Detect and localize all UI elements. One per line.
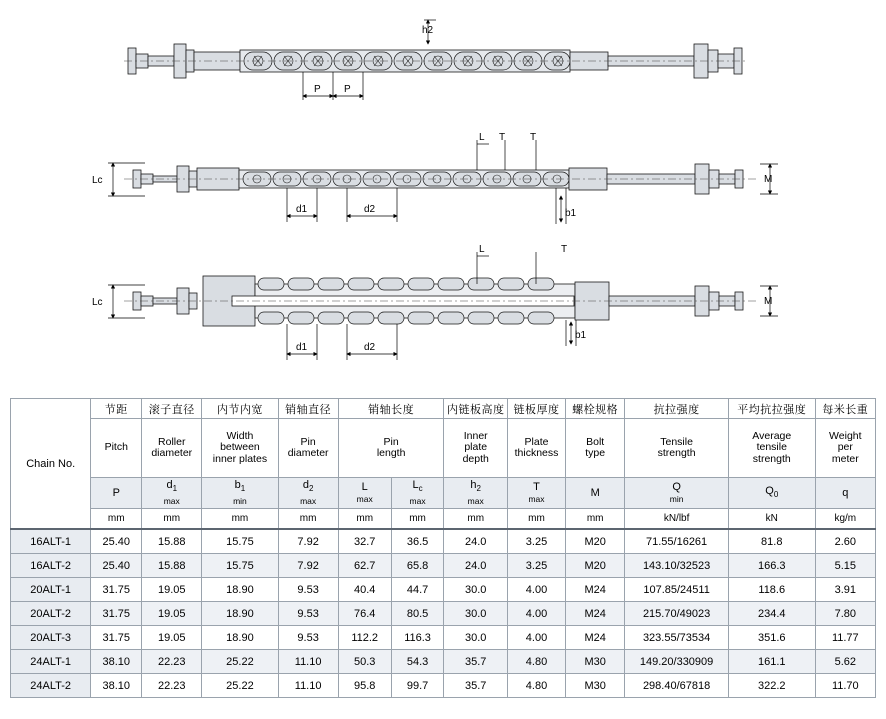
cell-T: 4.00 <box>507 578 565 602</box>
th-en-pin-diameter: Pin diameter <box>278 419 338 478</box>
sym-L <box>338 478 391 509</box>
th-en-roller-diameter: Roller diameter <box>142 419 202 478</box>
cell-P: 25.40 <box>91 554 142 578</box>
th-cn-avg-tensile-strength: 平均抗拉强度 <box>728 399 815 419</box>
sym-Q0: $Q_0$ <box>728 478 815 509</box>
cell-q: 7.80 <box>815 602 875 626</box>
cell-Q0: 322.2 <box>728 674 815 698</box>
th-en-plate-thickness: Plate thickness <box>507 419 565 478</box>
label-d1-bottom: d1 <box>296 342 308 353</box>
cell-L: 76.4 <box>338 602 391 626</box>
th-cn-pin-length: 销轴长度 <box>338 399 444 419</box>
label-d1-middle: d1 <box>296 204 308 215</box>
sym-M <box>566 478 625 509</box>
cell-d1: 19.05 <box>142 602 202 626</box>
unit-h2: mm <box>444 509 507 530</box>
cell-chain-no: 16ALT-2 <box>11 554 91 578</box>
sym-T <box>507 478 565 509</box>
table-row <box>11 554 876 578</box>
cell-P: 25.40 <box>91 529 142 554</box>
cell-Q: 298.40/67818 <box>625 674 729 698</box>
cell-q: 5.62 <box>815 650 875 674</box>
cell-chain-no: 20ALT-3 <box>11 626 91 650</box>
cell-b1: 25.22 <box>202 674 278 698</box>
label-T-bottom: T <box>561 244 568 255</box>
sym-P-text: P <box>112 487 120 500</box>
dimension-pitch <box>303 72 363 100</box>
label-pitch-2: P <box>344 84 351 95</box>
th-cn-pitch: 节距 <box>91 399 142 419</box>
sym-d2: $d_2$ max <box>278 478 338 509</box>
sym-q <box>815 478 875 509</box>
label-b1-middle: b1 <box>565 208 577 219</box>
cell-M: M24 <box>566 578 625 602</box>
cell-q: 11.77 <box>815 626 875 650</box>
cell-h2: 24.0 <box>444 554 507 578</box>
cell-P: 38.10 <box>91 674 142 698</box>
spec-table-wrapper <box>10 398 876 698</box>
cell-d1: 15.88 <box>142 529 202 554</box>
sym-P <box>91 478 142 509</box>
sym-Q-text: Q <box>672 481 681 494</box>
cell-Q0: 234.4 <box>728 602 815 626</box>
cell-T: 4.00 <box>507 626 565 650</box>
cell-b1: 15.75 <box>202 529 278 554</box>
cell-T: 4.80 <box>507 650 565 674</box>
cell-h2: 30.0 <box>444 578 507 602</box>
cell-d2: 9.53 <box>278 626 338 650</box>
cell-Lc: 99.7 <box>391 674 444 698</box>
sym-L-note: max <box>356 494 373 505</box>
cell-d1: 22.23 <box>142 650 202 674</box>
cell-d1: 19.05 <box>142 578 202 602</box>
th-en-pin-length: Pin length <box>338 419 444 478</box>
cell-Q: 107.85/24511 <box>625 578 729 602</box>
cell-d2: 7.92 <box>278 529 338 554</box>
sym-q-text: q <box>842 487 849 500</box>
label-T-middle-2: T <box>530 132 537 143</box>
cell-T: 3.25 <box>507 554 565 578</box>
cell-Lc: 80.5 <box>391 602 444 626</box>
drawing-view-middle <box>124 164 756 194</box>
th-en-width-inner-plates: Width between inner plates <box>202 419 278 478</box>
sym-T-note: max <box>528 494 545 505</box>
label-L-bottom: L <box>479 244 485 255</box>
unit-P: mm <box>91 509 142 530</box>
th-cn-roller-diameter: 滚子直径 <box>142 399 202 419</box>
cell-d1: 22.23 <box>142 674 202 698</box>
cell-Lc: 36.5 <box>391 529 444 554</box>
th-cn-weight-per-meter: 每米长重 <box>815 399 875 419</box>
cell-d2: 7.92 <box>278 554 338 578</box>
cell-L: 62.7 <box>338 554 391 578</box>
cell-Q: 143.10/32523 <box>625 554 729 578</box>
th-cn-plate-thickness: 链板厚度 <box>507 399 565 419</box>
cell-q: 2.60 <box>815 529 875 554</box>
label-Lc-middle: Lc <box>92 175 103 186</box>
cell-Lc: 44.7 <box>391 578 444 602</box>
cell-Q: 71.55/16261 <box>625 529 729 554</box>
cell-Q0: 81.8 <box>728 529 815 554</box>
th-cn-inner-plate-depth: 内链板高度 <box>444 399 507 419</box>
cell-h2: 30.0 <box>444 626 507 650</box>
cell-M: M20 <box>566 554 625 578</box>
cell-Q0: 351.6 <box>728 626 815 650</box>
label-L-middle: L <box>479 132 485 143</box>
cell-M: M24 <box>566 602 625 626</box>
label-pitch-1: P <box>314 84 321 95</box>
unit-T: mm <box>507 509 565 530</box>
sym-d1-note: max <box>163 496 180 507</box>
unit-L: mm <box>338 509 391 530</box>
unit-d1: mm <box>142 509 202 530</box>
label-M-middle: M <box>764 174 773 185</box>
cell-M: M24 <box>566 626 625 650</box>
cell-Q: 323.55/73534 <box>625 626 729 650</box>
unit-Q0: kN <box>728 509 815 530</box>
table-row <box>11 674 876 698</box>
cell-q: 5.15 <box>815 554 875 578</box>
drawing-view-top <box>124 44 748 78</box>
cell-h2: 35.7 <box>444 650 507 674</box>
cell-b1: 18.90 <box>202 602 278 626</box>
label-Lc-bottom: Lc <box>92 297 103 308</box>
label-T-middle-1: T <box>499 132 506 143</box>
sym-h2: $h_2$ max <box>444 478 507 509</box>
sym-T-text: T <box>533 481 540 494</box>
cell-h2: 35.7 <box>444 674 507 698</box>
sym-b1: $b_1$ min <box>202 478 278 509</box>
cell-d2: 9.53 <box>278 578 338 602</box>
label-b1-bottom: b1 <box>575 330 587 341</box>
th-en-weight-per-meter: Weight per meter <box>815 419 875 478</box>
label-M-bottom: M <box>764 296 773 307</box>
sym-b1-note: min <box>233 496 247 507</box>
dimension-L-T-middle <box>477 140 536 170</box>
label-h2: h2 <box>422 25 434 36</box>
cell-L: 95.8 <box>338 674 391 698</box>
cell-h2: 30.0 <box>444 602 507 626</box>
unit-Q: kN/lbf <box>625 509 729 530</box>
unit-q: kg/m <box>815 509 875 530</box>
cell-chain-no: 24ALT-2 <box>11 674 91 698</box>
cell-T: 3.25 <box>507 529 565 554</box>
sym-Q <box>625 478 729 509</box>
cell-d2: 9.53 <box>278 602 338 626</box>
sym-L-text: L <box>361 481 368 494</box>
cell-q: 11.70 <box>815 674 875 698</box>
cell-chain-no: 20ALT-2 <box>11 602 91 626</box>
cell-Lc: 116.3 <box>391 626 444 650</box>
cell-L: 40.4 <box>338 578 391 602</box>
cell-T: 4.80 <box>507 674 565 698</box>
unit-b1: mm <box>202 509 278 530</box>
cell-h2: 24.0 <box>444 529 507 554</box>
cell-L: 50.3 <box>338 650 391 674</box>
cell-Q0: 118.6 <box>728 578 815 602</box>
unit-Lc: mm <box>391 509 444 530</box>
cell-P: 31.75 <box>91 578 142 602</box>
cell-Lc: 54.3 <box>391 650 444 674</box>
sym-d1: $d_1$ max <box>142 478 202 509</box>
sym-M-text: M <box>590 487 600 500</box>
cell-b1: 15.75 <box>202 554 278 578</box>
th-en-tensile-strength: Tensile strength <box>625 419 729 478</box>
th-cn-width-inner-plates: 内节内宽 <box>202 399 278 419</box>
th-en-pitch <box>91 419 142 478</box>
chain-spec-table <box>10 398 876 698</box>
sym-d2-note: max <box>300 496 317 507</box>
th-en-bolt-type: Bolt type <box>566 419 625 478</box>
cell-d2: 11.10 <box>278 650 338 674</box>
cell-chain-no: 16ALT-1 <box>11 529 91 554</box>
sym-Q-note: min <box>669 494 684 505</box>
cell-q: 3.91 <box>815 578 875 602</box>
sym-Lc-note: max <box>409 496 426 507</box>
unit-d2: mm <box>278 509 338 530</box>
th-en-pitch-text: Pitch <box>104 441 128 454</box>
cell-chain-no: 24ALT-1 <box>11 650 91 674</box>
cell-Q0: 161.1 <box>728 650 815 674</box>
cell-M: M20 <box>566 529 625 554</box>
cell-Q0: 166.3 <box>728 554 815 578</box>
cell-Lc: 65.8 <box>391 554 444 578</box>
cell-L: 32.7 <box>338 529 391 554</box>
th-en-avg-tensile-strength: Average tensile strength <box>728 419 815 478</box>
cell-P: 31.75 <box>91 602 142 626</box>
cell-Q: 149.20/330909 <box>625 650 729 674</box>
table-row <box>11 650 876 674</box>
th-cn-pin-diameter: 销轴直径 <box>278 399 338 419</box>
sym-h2-note: max <box>467 496 484 507</box>
label-d2-bottom: d2 <box>364 342 376 353</box>
cell-d1: 15.88 <box>142 554 202 578</box>
drawing-view-bottom <box>124 276 756 326</box>
cell-b1: 18.90 <box>202 626 278 650</box>
table-row <box>11 578 876 602</box>
sym-Lc: $L_c$ max <box>391 478 444 509</box>
header-row-chinese <box>11 399 876 419</box>
cell-L: 112.2 <box>338 626 391 650</box>
header-row-english <box>11 419 876 478</box>
cell-d1: 19.05 <box>142 626 202 650</box>
th-cn-bolt-type: 螺栓规格 <box>566 399 625 419</box>
cell-P: 38.10 <box>91 650 142 674</box>
table-row <box>11 626 876 650</box>
table-row <box>11 602 876 626</box>
cell-b1: 18.90 <box>202 578 278 602</box>
cell-P: 31.75 <box>91 626 142 650</box>
header-row-symbols <box>11 478 876 509</box>
table-row <box>11 529 876 554</box>
cell-chain-no: 20ALT-1 <box>11 578 91 602</box>
cell-T: 4.00 <box>507 602 565 626</box>
unit-M: mm <box>566 509 625 530</box>
cell-M: M30 <box>566 650 625 674</box>
th-cn-tensile-strength: 抗拉强度 <box>625 399 729 419</box>
cell-Q: 215.70/49023 <box>625 602 729 626</box>
th-en-inner-plate-depth: Inner plate depth <box>444 419 507 478</box>
cell-M: M30 <box>566 674 625 698</box>
spec-table-body <box>11 529 876 698</box>
chain-no-header: Chain No. <box>11 399 91 530</box>
label-d2-middle: d2 <box>364 204 376 215</box>
cell-b1: 25.22 <box>202 650 278 674</box>
cell-d2: 11.10 <box>278 674 338 698</box>
header-row-units <box>11 509 876 530</box>
